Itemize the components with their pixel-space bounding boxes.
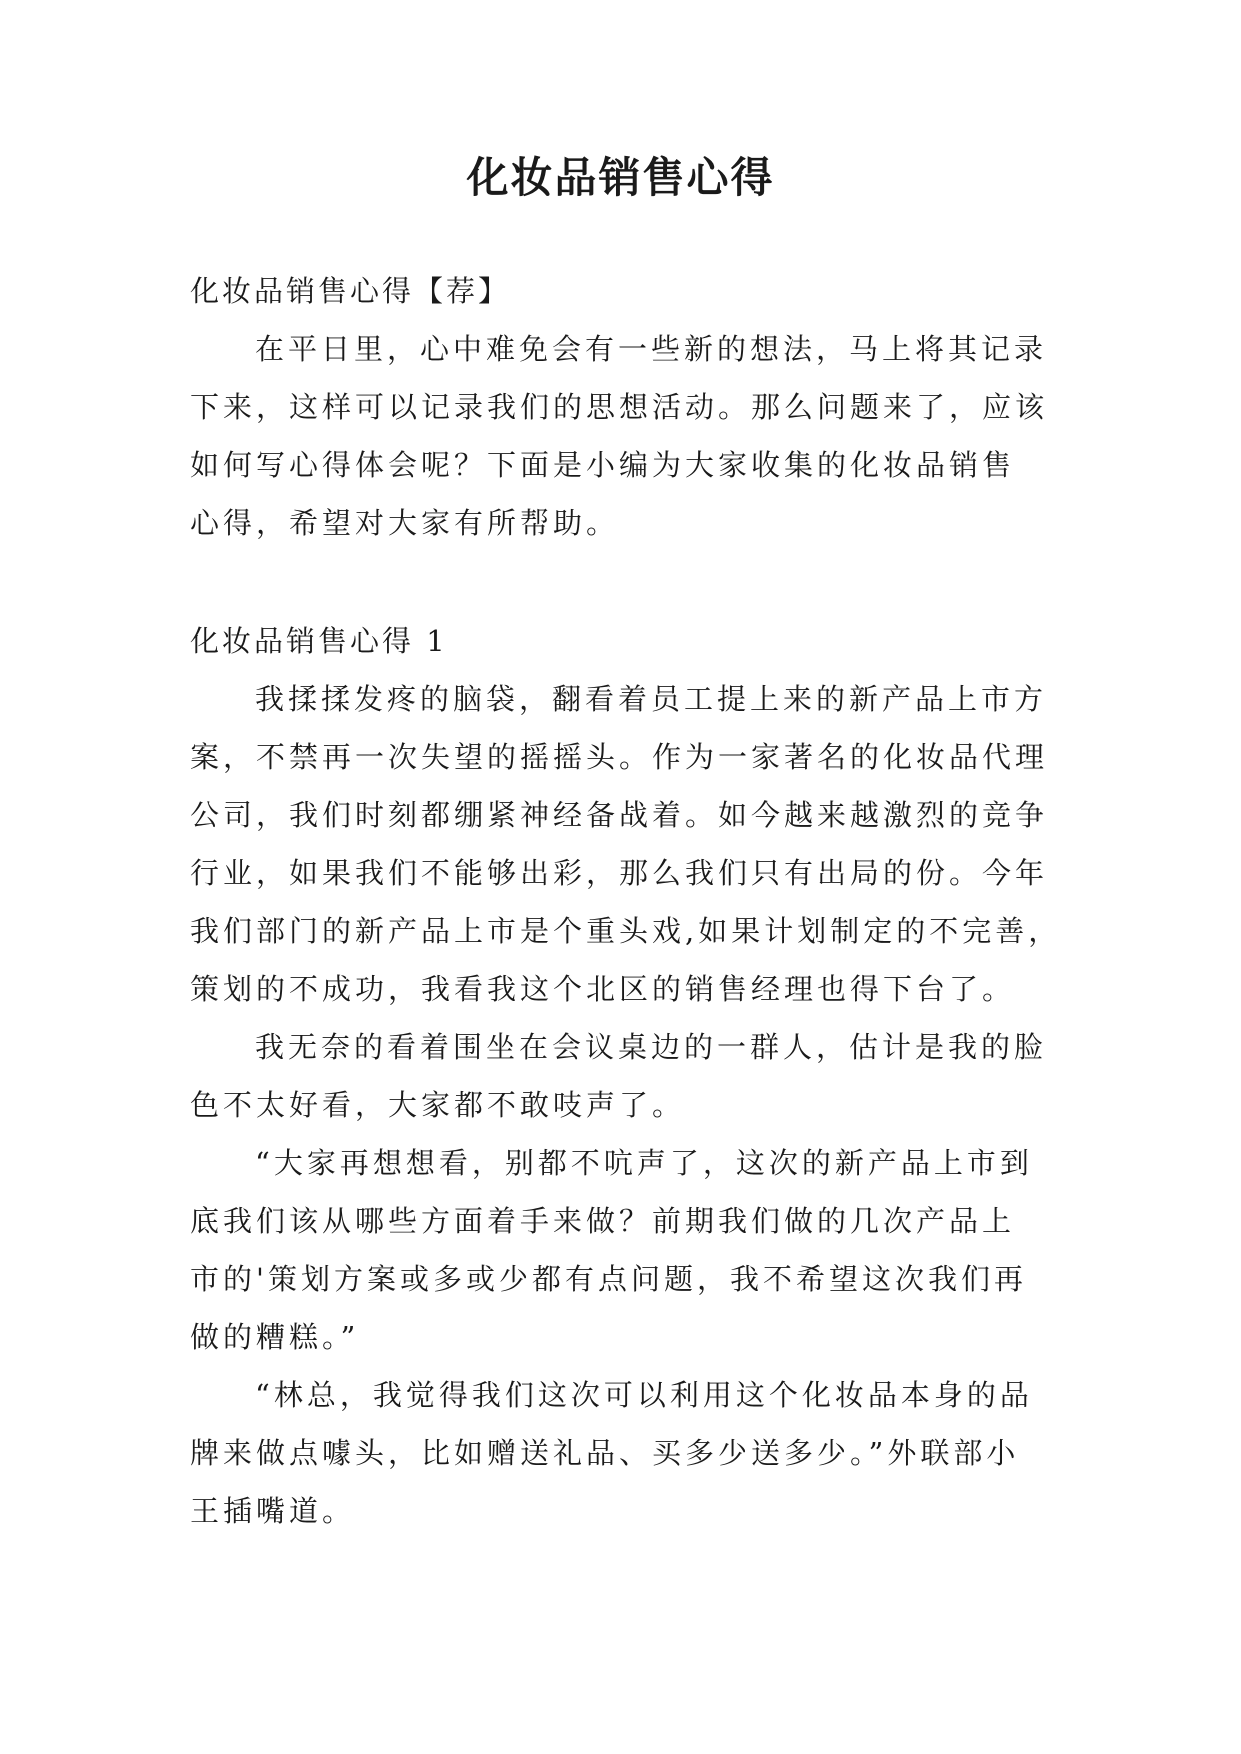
paragraph-line: 策划的不成功，我看我这个北区的销售经理也得下台了。 [190,972,1016,1006]
paragraph-line: 我揉揉发疼的脑袋，翻看着员工提上来的新产品上市方 [255,682,1048,716]
paragraph-4 [190,1366,1050,1540]
document-subtitle: 化妆品销售心得【荐】 [190,274,511,308]
paragraph-line: 我无奈的看着围坐在会议桌边的一群人，估计是我的脸 [255,1030,1048,1064]
paragraph-3 [190,1134,1050,1366]
paragraph-line: 公司，我们时刻都绷紧神经备战着。如今越来越激烈的竞争 [190,798,1049,832]
paragraph-spacer [190,552,1050,612]
paragraph-line: 案，不禁再一次失望的摇摇头。作为一家著名的化妆品代理 [190,740,1049,774]
paragraph-line: 市的'策划方案或多或少都有点问题，我不希望这次我们再 [190,1262,1027,1296]
paragraph-line: 底我们该从哪些方面着手来做？前期我们做的几次产品上 [190,1204,1016,1238]
document-title: 化妆品销售心得 [466,153,775,202]
paragraph-2 [190,1018,1050,1134]
paragraph-line: 王插嘴道。 [190,1494,356,1528]
paragraph-line: 我们部门的新产品上市是个重头戏,如果计划制定的不完善， [190,914,1062,948]
paragraph-line: 色不太好看，大家都不敢吱声了。 [190,1088,686,1122]
intro-line: 下来，这样可以记录我们的思想活动。那么问题来了，应该 [190,390,1049,424]
paragraph-1 [190,670,1062,1018]
intro-line: 如何写心得体会呢？下面是小编为大家收集的化妆品销售 [190,448,1016,482]
paragraph-line: “林总，我觉得我们这次可以利用这个化妆品本身的品 [255,1378,1033,1412]
intro-line: 心得，希望对大家有所帮助。 [190,506,620,540]
paragraph-line: 做的糟糕。” [190,1320,360,1354]
paragraph-line: 牌来做点噱头，比如赠送礼品、买多少送多少。”外联部小 [190,1436,1020,1470]
section-heading: 化妆品销售心得 1 [190,624,448,658]
paragraph-line: “大家再想想看，别都不吭声了，这次的新产品上市到 [255,1146,1033,1180]
intro-paragraph [190,320,1050,552]
paragraph-line: 行业，如果我们不能够出彩，那么我们只有出局的份。今年 [190,856,1049,890]
document-body [190,262,1062,1540]
intro-line: 在平日里，心中难免会有一些新的想法，马上将其记录 [255,332,1048,366]
